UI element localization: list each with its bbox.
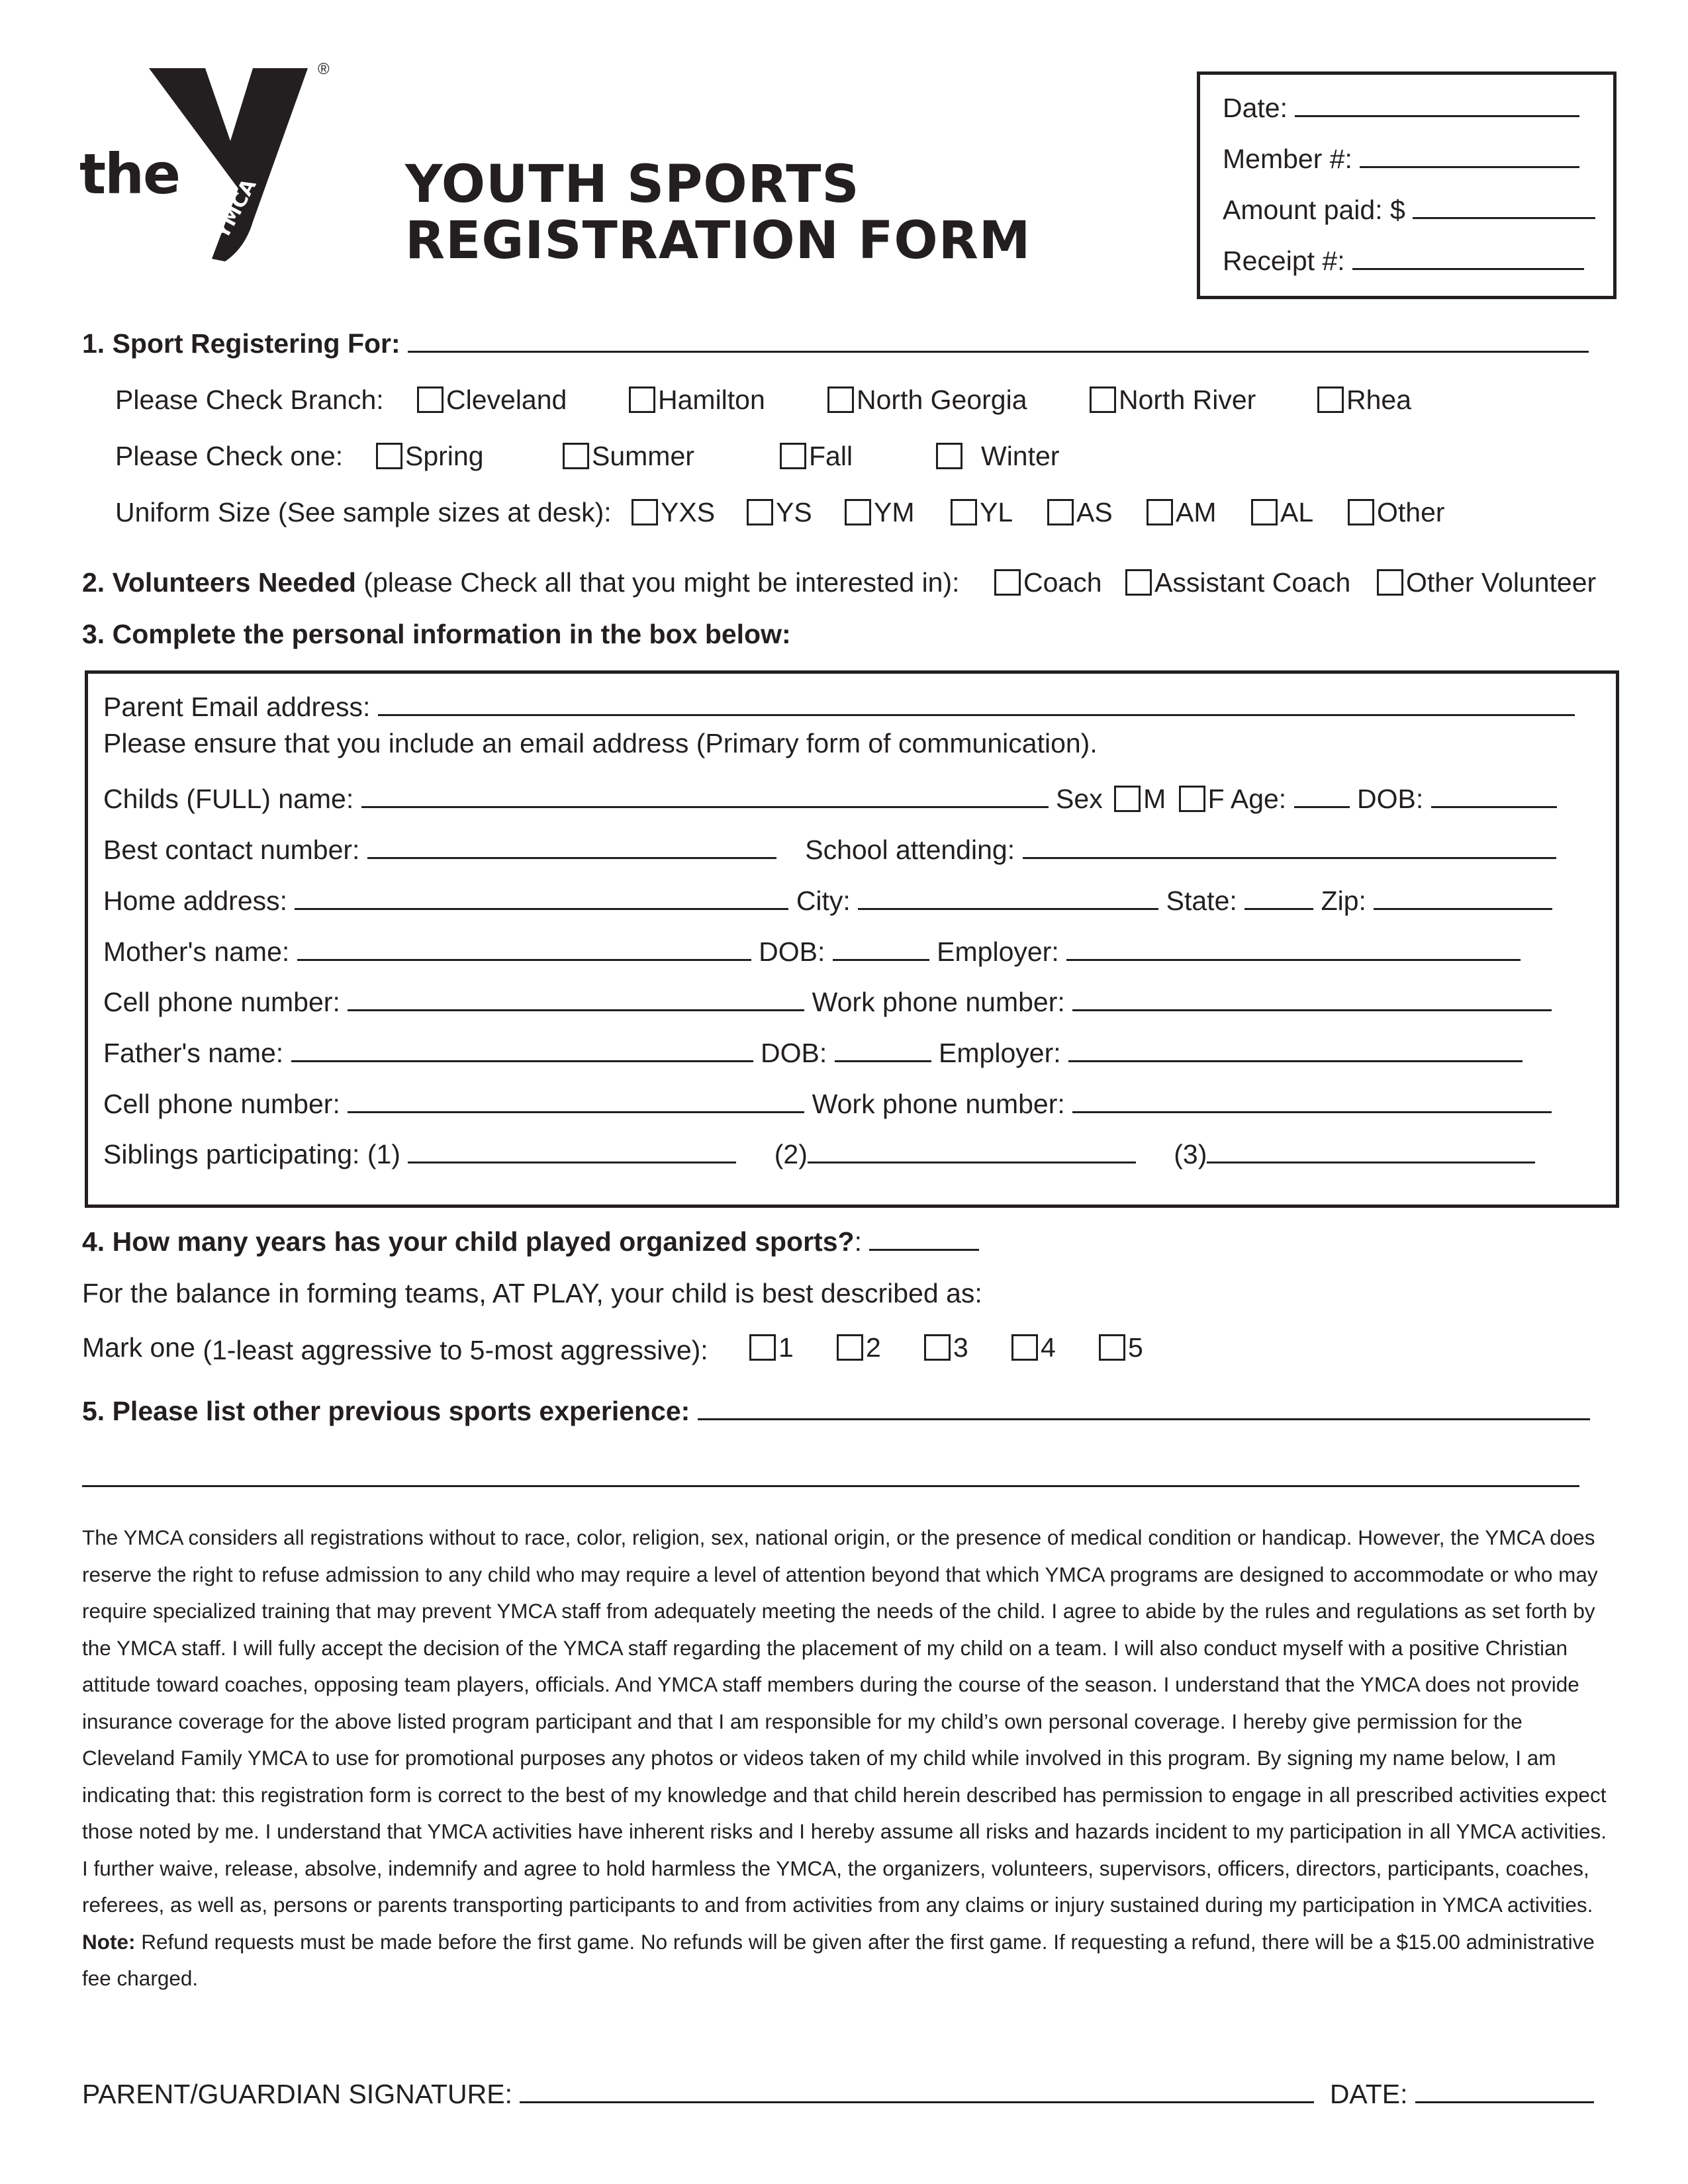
child-name-label: Childs (FULL) name: [103,784,354,814]
signature-date-field[interactable] [1415,2079,1594,2103]
option-label: YS [776,497,812,527]
school-field[interactable] [1023,835,1556,859]
father-work-field[interactable] [1072,1089,1552,1113]
contact-label: Best contact number: [103,835,360,865]
office-member-label: Member #: [1223,144,1352,174]
email-row [103,691,1575,723]
option-label: 3 [953,1332,968,1363]
checkbox[interactable] [1090,387,1116,413]
option-label: 2 [866,1332,881,1363]
checkbox[interactable] [780,443,806,469]
years-label: 4. How many years has your child played organized sports? [82,1226,855,1257]
checkbox[interactable] [1317,387,1344,413]
option-label: Cleveland [446,385,567,415]
sex-label: Sex [1056,784,1103,814]
mother-cell-field[interactable] [348,987,804,1011]
mother-work-label: Work phone number: [812,987,1065,1017]
mother-dob-field[interactable] [833,936,929,961]
sex-f-checkbox[interactable] [1179,786,1205,812]
branch-label: Please Check Branch: [115,385,384,415]
child-name-field[interactable] [361,784,1049,808]
father-name-label: Father's name: [103,1038,284,1068]
email-field[interactable] [378,692,1575,716]
siblings-label: Siblings participating: (1) [103,1139,400,1169]
siblings-row [103,1138,1535,1170]
signature-date-label: DATE: [1329,2079,1408,2109]
ymca-logo [79,60,344,268]
checkbox[interactable] [924,1334,951,1361]
size-option-as[interactable] [1047,496,1113,528]
address-row [103,885,1552,917]
father-row [103,1037,1523,1069]
checkbox[interactable] [1047,499,1074,525]
aggression-option-2[interactable] [837,1332,881,1363]
city-label: City: [796,886,851,916]
checkbox[interactable] [1125,569,1152,596]
office-date-field[interactable] [1295,93,1579,117]
option-label: 5 [1128,1332,1143,1363]
years-field[interactable] [869,1226,979,1251]
child-dob-label: DOB: [1357,784,1424,814]
logo-the-text: the [79,142,179,206]
father-cell-field[interactable] [348,1089,804,1113]
office-receipt-label: Receipt #: [1223,246,1345,276]
years-row [82,1226,979,1257]
office-date-row [1223,92,1579,124]
years-colon: : [854,1226,862,1257]
father-work-label: Work phone number: [812,1089,1065,1119]
branch-option-cleveland[interactable] [417,384,567,416]
aggression-option-4[interactable] [1011,1332,1056,1363]
signature-field[interactable] [520,2079,1314,2103]
option-label: Other Volunteer [1406,567,1597,598]
balance-text: For the balance in forming teams, AT PLAY, your child is best described as: [82,1278,982,1308]
note-label: Note: [82,1929,136,1954]
season-option-spring[interactable] [376,440,484,472]
school-label: School attending: [805,835,1015,865]
email-note: Please ensure that you include an email address (Primary form of communication). [103,728,1098,758]
sport-field[interactable] [408,328,1589,353]
checkbox[interactable] [376,443,402,469]
home-address-field[interactable] [295,886,788,910]
father-cell-label: Cell phone number: [103,1089,340,1119]
branch-option-north-georgia[interactable] [827,384,1027,416]
season-label: Please Check one: [115,441,344,471]
sibling-1-field[interactable] [408,1139,736,1163]
sex-f-label: F [1207,784,1225,814]
age-label: Age: [1230,784,1287,814]
sibling-3-label: (3) [1174,1139,1207,1169]
contact-field[interactable] [367,835,776,859]
option-label: Spring [405,441,484,471]
size-option-ys[interactable] [747,496,812,528]
aggression-row [82,1332,708,1366]
office-receipt-field[interactable] [1352,246,1584,270]
size-option-yl[interactable] [951,496,1013,528]
option-label: YXS [661,497,716,527]
option-label: 1 [778,1332,794,1363]
home-address-label: Home address: [103,886,288,916]
sibling-2-label: (2) [774,1139,808,1169]
branch-option-rhea[interactable] [1317,384,1411,416]
checkbox[interactable] [632,499,658,525]
state-field[interactable] [1244,886,1313,910]
size-option-other[interactable] [1348,496,1445,528]
office-amount-field[interactable] [1413,195,1595,219]
mother-name-label: Mother's name: [103,936,290,967]
child-row [103,783,1557,815]
aggression-option-1[interactable] [749,1332,794,1363]
checkbox[interactable] [749,1334,776,1361]
mother-row [103,936,1521,968]
option-label: Rhea [1346,385,1412,415]
checkbox[interactable] [1011,1334,1038,1361]
father-employer-field[interactable] [1068,1038,1523,1062]
office-amount-row [1223,194,1595,226]
mother-name-field[interactable] [297,936,751,961]
volunteer-label: 2. Volunteers Needed [82,567,356,598]
waiver-text [82,1520,1611,1997]
checkbox[interactable] [1377,569,1403,596]
volunteer-row [82,567,960,598]
signature-row [82,2078,1594,2110]
checkbox[interactable] [827,387,854,413]
option-label: Hamilton [658,385,765,415]
option-label: AM [1176,497,1217,527]
checkbox[interactable] [936,443,962,469]
contact-row [103,834,1556,866]
waiver-body: The YMCA considers all registrations without to race, color, religion, sex, national origin, or the presence of medical condition or handicap. However, the YMCA does reserve the right to refuse admission to any child who may require a level of attention beyond that which YMCA programs are designed to accommodate or who may require specialized training that may prevent YMCA staff from adequately meeting the needs of the child. I agree to abide by the rules and regulations as set forth by the YMCA staff. I will fully accept the decision of the YMCA staff regarding the placement of my child on a team. I will also conduct myself with a positive Christian attitude toward coaches, opposing team players, officials. And YMCA staff members during the course of the season. I understand that the YMCA does not provide insurance coverage for the above listed program participant and that I am responsible for my child’s own personal coverage. I hereby give permission for the Cleveland Family YMCA to use for promotional purposes any photos or videos taken of my child while involved in this program. By signing my name below, I am indicating that: this registration form is correct to the best of my knowledge and that child herein described has permission to engage in all prescribed activities expect those noted by me. I understand that YMCA activities have inherent risks and I hereby assume all risks and hazards incident to my participation in all YMCA activities. I further waive, release, absolve, indemnify and agree to hold harmless the YMCA, the organizers, volunteers, supervisors, officers, directors, participants, coaches, referees, as well as, persons or parents transporting participants to and from activities from any claims or injury sustained during my participation in YMCA activities. [82,1525,1607,1917]
branch-row [115,384,384,416]
refund-note: Refund requests must be made before the first game. No refunds will be given after the first game. If requesting a refund, there will be a $15.00 administrative fee charged. [82,1929,1595,1990]
option-label: Summer [592,441,694,471]
uniform-label: Uniform Size (See sample sizes at desk): [115,497,612,527]
season-option-fall[interactable] [780,440,853,472]
season-row [115,440,343,472]
state-label: State: [1166,886,1237,916]
checkbox[interactable] [951,499,977,525]
experience-field-2[interactable] [82,1485,1579,1487]
sport-row [82,328,1589,359]
sex-m-label: M [1143,784,1166,814]
checkbox[interactable] [417,387,444,413]
experience-label: 5. Please list other previous sports experience: [82,1396,690,1426]
volunteer-label-rest: (please Check all that you might be interested in): [355,567,960,598]
branch-option-north-river[interactable] [1090,384,1256,416]
signature-label: PARENT/GUARDIAN SIGNATURE: [82,2079,512,2109]
form-title-line1: YOUTH SPORTS [405,155,860,214]
checkbox[interactable] [837,1334,863,1361]
size-option-yxs[interactable] [632,496,715,528]
option-label: Assistant Coach [1154,567,1351,598]
volunteer-option-other[interactable] [1377,567,1596,598]
mother-phone-row [103,986,1552,1018]
checkbox[interactable] [1099,1334,1125,1361]
option-label: YL [980,497,1013,527]
email-label: Parent Email address: [103,692,371,722]
age-field[interactable] [1294,784,1350,808]
checkbox[interactable] [1251,499,1278,525]
office-use-box [1197,71,1617,299]
aggression-scale-label: (1-least aggressive to 5-most aggressive): [203,1335,708,1365]
checkbox[interactable] [845,499,871,525]
aggression-option-3[interactable] [924,1332,968,1363]
checkbox[interactable] [563,443,589,469]
season-option-summer[interactable] [563,440,694,472]
zip-field[interactable] [1374,886,1552,910]
office-member-row [1223,143,1579,175]
father-phone-row [103,1088,1552,1120]
option-label: Other [1377,497,1445,527]
option-label: 4 [1041,1332,1056,1363]
office-amount-label: Amount paid: $ [1223,195,1405,225]
form-title-line2: REGISTRATION FORM [405,211,1031,271]
aggression-option-5[interactable] [1099,1332,1143,1363]
sibling-3-field[interactable] [1207,1139,1535,1163]
experience-row [82,1395,1590,1427]
checkbox[interactable] [629,387,655,413]
father-dob-label: DOB: [760,1038,827,1068]
size-option-ym[interactable] [845,496,915,528]
sport-label: 1. Sport Registering For: [82,328,400,359]
uniform-row [115,496,612,528]
checkbox[interactable] [994,569,1021,596]
option-label: AS [1076,497,1113,527]
option-label: YM [874,497,915,527]
option-label: North River [1119,385,1256,415]
branch-option-hamilton[interactable] [629,384,765,416]
city-field[interactable] [858,886,1158,910]
sibling-2-field[interactable] [808,1139,1136,1163]
experience-field-1[interactable] [698,1396,1590,1420]
volunteer-option-assistant-coach[interactable] [1125,567,1350,598]
sex-m-checkbox[interactable] [1114,786,1141,812]
checkbox[interactable] [1348,499,1374,525]
option-label: Fall [809,441,853,471]
zip-label: Zip: [1321,886,1366,916]
checkbox[interactable] [747,499,773,525]
size-option-al[interactable] [1251,496,1313,528]
mother-dob-label: DOB: [759,936,825,967]
father-name-field[interactable] [291,1038,753,1062]
option-label: North Georgia [857,385,1027,415]
season-option-winter[interactable] [936,440,1059,472]
office-date-label: Date: [1223,93,1288,123]
option-label: AL [1280,497,1314,527]
section3-heading: 3. Complete the personal information in the box below: [82,619,791,649]
mother-employer-label: Employer: [937,936,1059,967]
registered-mark: ® [318,60,330,78]
volunteer-option-coach[interactable] [994,567,1102,598]
office-receipt-row [1223,245,1584,277]
size-option-am[interactable] [1147,496,1217,528]
office-member-field[interactable] [1360,144,1579,168]
mother-work-field[interactable] [1072,987,1552,1011]
father-dob-field[interactable] [835,1038,931,1062]
mother-cell-label: Cell phone number: [103,987,340,1017]
option-label: Coach [1023,567,1102,598]
father-employer-label: Employer: [939,1038,1061,1068]
checkbox[interactable] [1147,499,1173,525]
mother-employer-field[interactable] [1066,936,1521,961]
option-label: Winter [981,441,1060,471]
mark-one-label: Mark one [82,1332,195,1363]
ymca-vertical-text: YMCA [211,175,261,243]
child-dob-field[interactable] [1431,784,1557,808]
